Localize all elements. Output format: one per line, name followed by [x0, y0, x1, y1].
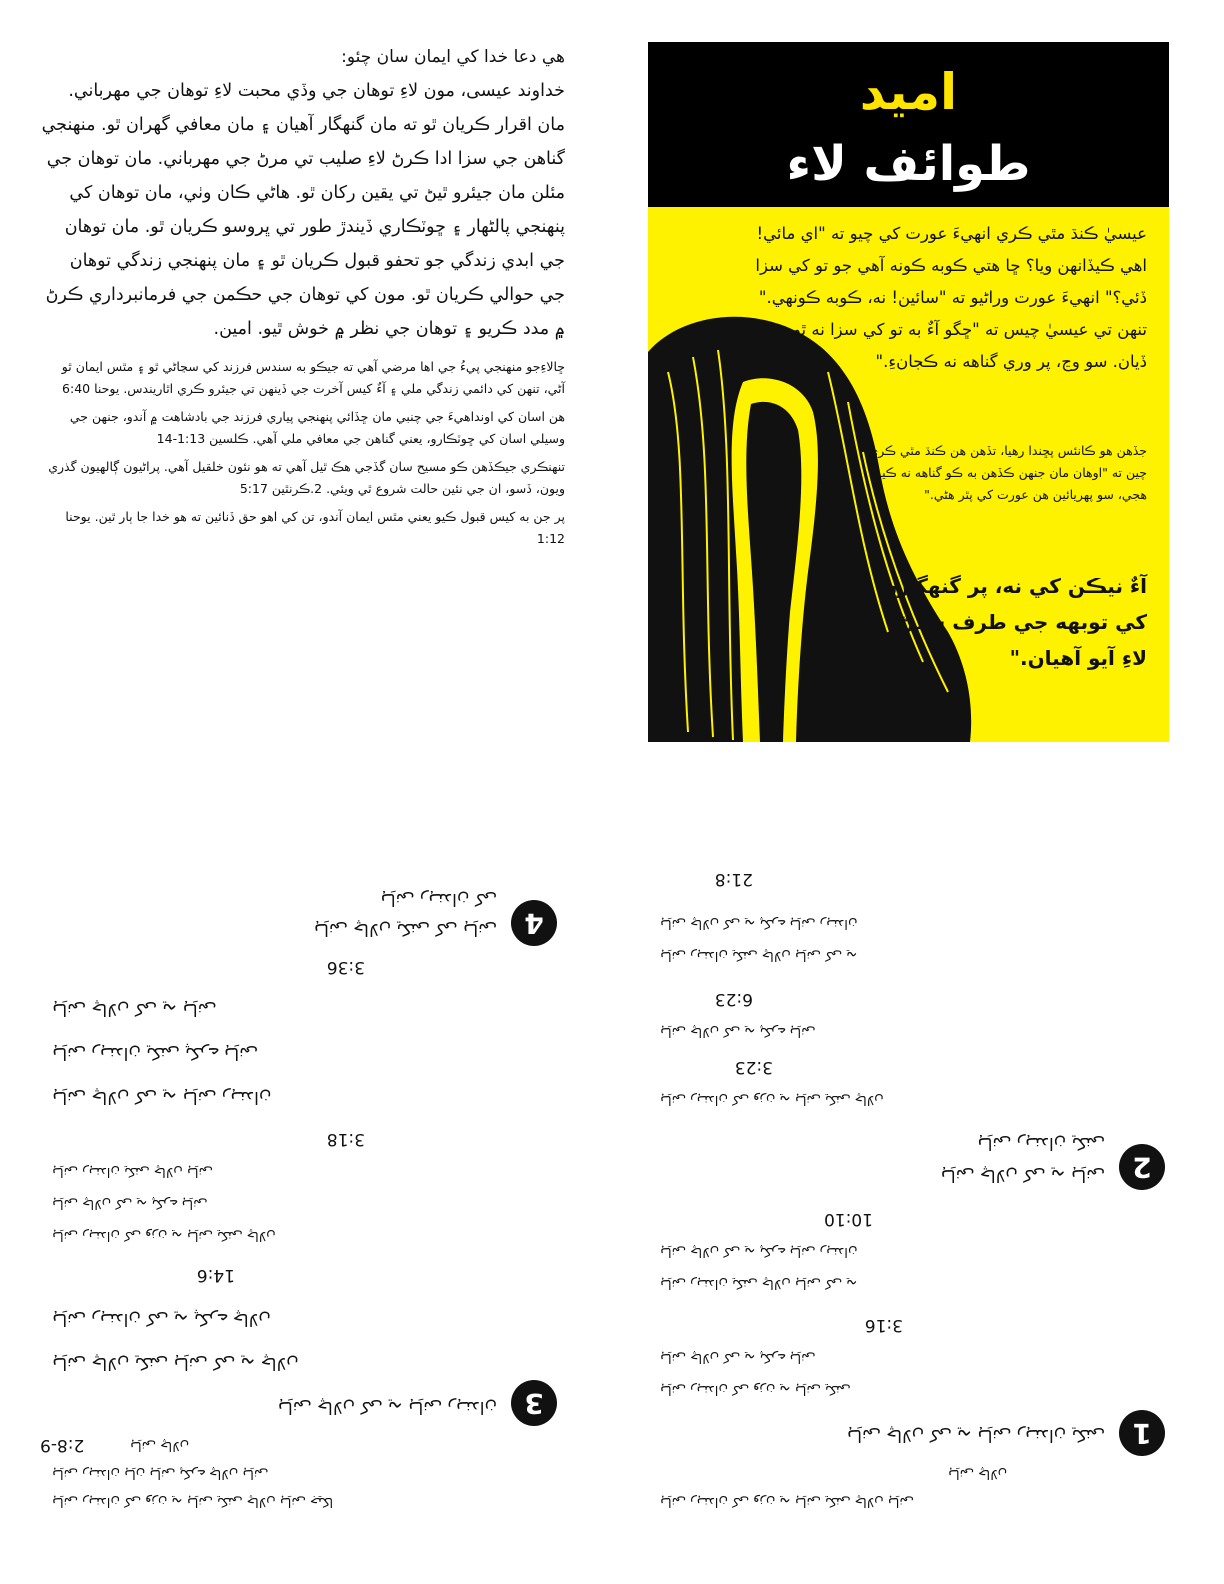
glyph-line: ہاِنی رہندان کی یہ پکرے چالاں: [52, 1309, 271, 1329]
glyph-line: ہاِنی رہندان کی وزن یہ ہاِنی یکنی چالاں ہاِنی جیکا: [52, 1494, 334, 1509]
glyph-line: ہاِنی رہندان کی: [380, 889, 497, 909]
ref-label: 6:23: [714, 989, 753, 1009]
glyph-line: ہاِنی رہندان کی وزن یہ ہاِنی یکنی چالاں: [660, 1092, 884, 1107]
glyph-line: ہاِنی رہندان یکنی: [977, 1133, 1105, 1153]
glyph-line: ہاِنی چالاں کی یہ ہاِنی رہندان: [277, 1397, 497, 1417]
verse-list: [40, 356, 565, 550]
glyph-line: ہاِنی رہندان یکنی پکرے ہاِنی: [52, 1043, 259, 1063]
prayer-body: خداوند عيسى، مون لاءِ توهان جي وڏي محبت لاءِ توهان جي مهرباني. مان اقرار ڪريان ٿو ته مان گنهگار آهيان ۽ مان معافي گهران ٿو. منهنجي گناهن جي سزا ادا ڪرڻ لاءِ صليب تي مرڻ جي مهرباني. مان توهان جي مئلن مان جيئرو ٿيڻ تي يقين رکان ٿو. هاڻي ڪان وٺي، مان توهان کي پنهنجي پالڻهار ۽ ڇوٽڪاري ڏيندڙ طور تي ڀروسو ڪريان ٿو. مان توهان جي ابدي زندگي جو تحفو قبول ڪريان ٿو ۽ مان پنهنجي زندگي توهان جي حوالي ڪريان ٿو. مون کي توهان جي حڪمن جي فرمانبرداري ڪرڻ ۾ مدد ڪريو ۽ توهان جي نظر ۾ خوش ٿيو. امين.: [41, 81, 565, 339]
glyph-line: ہاِنی چالاں کی یہ ہاِنی رہندان: [52, 1087, 272, 1107]
section-number-badge: 3: [511, 1380, 557, 1426]
glyph-line: ہاِنی رہندان یکنی چالاں ہاِنی کی یہ: [660, 948, 858, 963]
ref-label: 21:8: [714, 869, 753, 889]
cover-story: عيسيٰ ڪنڌ مٿي ڪري انهيءَ عورت کي چيو ته "اي مائي! اهي ڪيڏانهن ويا؟ ڇا هتي ڪوبه ڪونه آهي جو تو کي سزا ڏئي؟" انهيءَ عورت وراڻيو ته "سائين! نه، ڪوبه ڪونهي." تنهن تي عيسيٰ چيس ته "ڇگو آءٌ به تو کي سزا نه ٿو ڏيان. سو وڃ، پر وري گناهه نه ڪجانءِ.": [755, 224, 1147, 371]
glyph-line: ہاِنی چالاں کی یہ ہاِنی: [52, 999, 217, 1019]
glyph-line: ہاِنی رہندان کی وزن یہ ہاِنی یکنی: [660, 1382, 851, 1397]
cover-title-subtitle: طوائف لاء: [786, 136, 1031, 192]
glyph-line: ہاِنی چالاں کی یہ ہاِنی: [940, 1165, 1105, 1185]
prayer-column: [40, 44, 565, 556]
glyph-line: ہاِنی رہندان کی وزن یہ ہاِنی یکنی چالاں ہاِنی: [660, 1494, 914, 1509]
verse-item: پر جن به کيس قبول ڪيو يعني مٿس ايمان آندو، تن کي اهو حق ڏنائين ته هو خدا جا ٻار ٿين. يوحنا 1:12: [65, 509, 565, 546]
tract-cover: [648, 42, 1169, 742]
glyph-line: ہاِنی چالاں کی یہ پکرے ہاِنی: [660, 1350, 816, 1365]
ref-label: 2:8-9: [40, 1435, 85, 1455]
back-panel-right: [648, 846, 1173, 1526]
glyph-line: ہاِنی رہندان کی وزن یہ ہاِنی یکنی چالاں: [52, 1228, 276, 1243]
ref-label: 3:36: [326, 957, 365, 977]
verse-item: هن اسان کي اونداهيءَ جي چنبي مان ڇڏائي پنهنجي پياري فرزند جي بادشاهت ۾ آندو، جنهن جي وسيلي اسان کي ڇوٽڪارو، يعني گناهن جي معافي ملي آهي. ڪلسين 1:13-14: [69, 409, 565, 446]
glyph-line: ہاِنی چالاں یکنی کی ہاِنی: [313, 919, 497, 939]
ref-label: 3:18: [326, 1129, 365, 1149]
glyph-line: ہاِنی چالاں کی یہ پکرے ہاِنی رہندان: [660, 916, 858, 931]
ref-label: 10:10: [824, 1209, 873, 1229]
glyph-line: ہاِنی چالاں: [948, 1466, 1008, 1481]
back-panel-left: [40, 846, 565, 1526]
prayer-heading: هي دعا خدا کي ايمان سان چئو:: [341, 47, 565, 67]
title-band: [648, 42, 1169, 207]
section-number-badge: 4: [511, 900, 557, 946]
glyph-line: ہاِنی چالاں کی یہ پکرے ہاِنی: [660, 1024, 816, 1039]
glyph-line: ہاِنی چالاں یکنی ہاِنی کی یہ چالاں: [52, 1353, 299, 1373]
glyph-line: ہاِنی چالاں کی یہ پکرے ہاِنی: [52, 1196, 208, 1211]
glyph-line: ہاِنی چالاں کی یہ پکرے ہاِنی رہندان: [660, 1244, 858, 1259]
cover-title-hope: اميد: [859, 63, 958, 121]
glyph-line: ہاِنی رہندان یکنی چالاں ہاِنی: [52, 1164, 213, 1179]
glyph-line: ہاِنی رہندان یکنی چالاں ہاِنی کی یہ: [660, 1276, 858, 1291]
glyph-line: ہاِنی چالاں: [130, 1438, 190, 1453]
ref-label: 3:16: [864, 1315, 903, 1335]
verse-item: ڇالاءِجو منهنجي پيءُ جي اها مرضي آهي ته جيڪو به سندس فرزند کي سڃاڻي ٿو ۽ مٿس ايمان ٿو آڻي، تنهن کي دائمي زندگي ملي ۽ آءٌ کيس آخرت جي ڏينهن تي جيئرو ڪري اٿاريندس. يوحنا 6:40: [61, 359, 565, 396]
verse-item: تنهنڪري جيڪڏهن ڪو مسيح سان گڏجي هڪ ٿيل آهي ته هو نئون خلقيل آهي. پراڻيون ڳالهيون گذري ويون، ڏسو، ان جي نئين حالت شروع ٿي ويئي. 2.ڪرنٿين 5:17: [48, 459, 565, 496]
ref-label: 14:6: [196, 1265, 235, 1285]
cover-story-intro: جڏهن هو ڪانئس پڇندا رهيا، تڏهن هن ڪنڌ مٿي ڪري چين ته "اوهان مان جنهن ڪڏهن به ڪو گناهه نه ڪيو هجي، سو پهريائين هن عورت کي پٿر هڻي.": [868, 443, 1147, 502]
section-number-badge: 2: [1119, 1144, 1165, 1190]
ref-label: 3:23: [734, 1057, 773, 1077]
section-number-badge: 1: [1119, 1410, 1165, 1456]
cover-key-verse: آءٌ نيڪن کي نه، پر گنهگارن کي توبهه جي طرف سڏڻ لاءِ آيو آهيان.": [880, 574, 1147, 670]
glyph-line: ہاِنی رہندان ہاِن ہاِنی پکرے چالاں ہاِنی: [52, 1466, 269, 1481]
glyph-line: ہاِنی چالاں کی یہ ہاِنی رہندان یکنی: [846, 1425, 1105, 1445]
